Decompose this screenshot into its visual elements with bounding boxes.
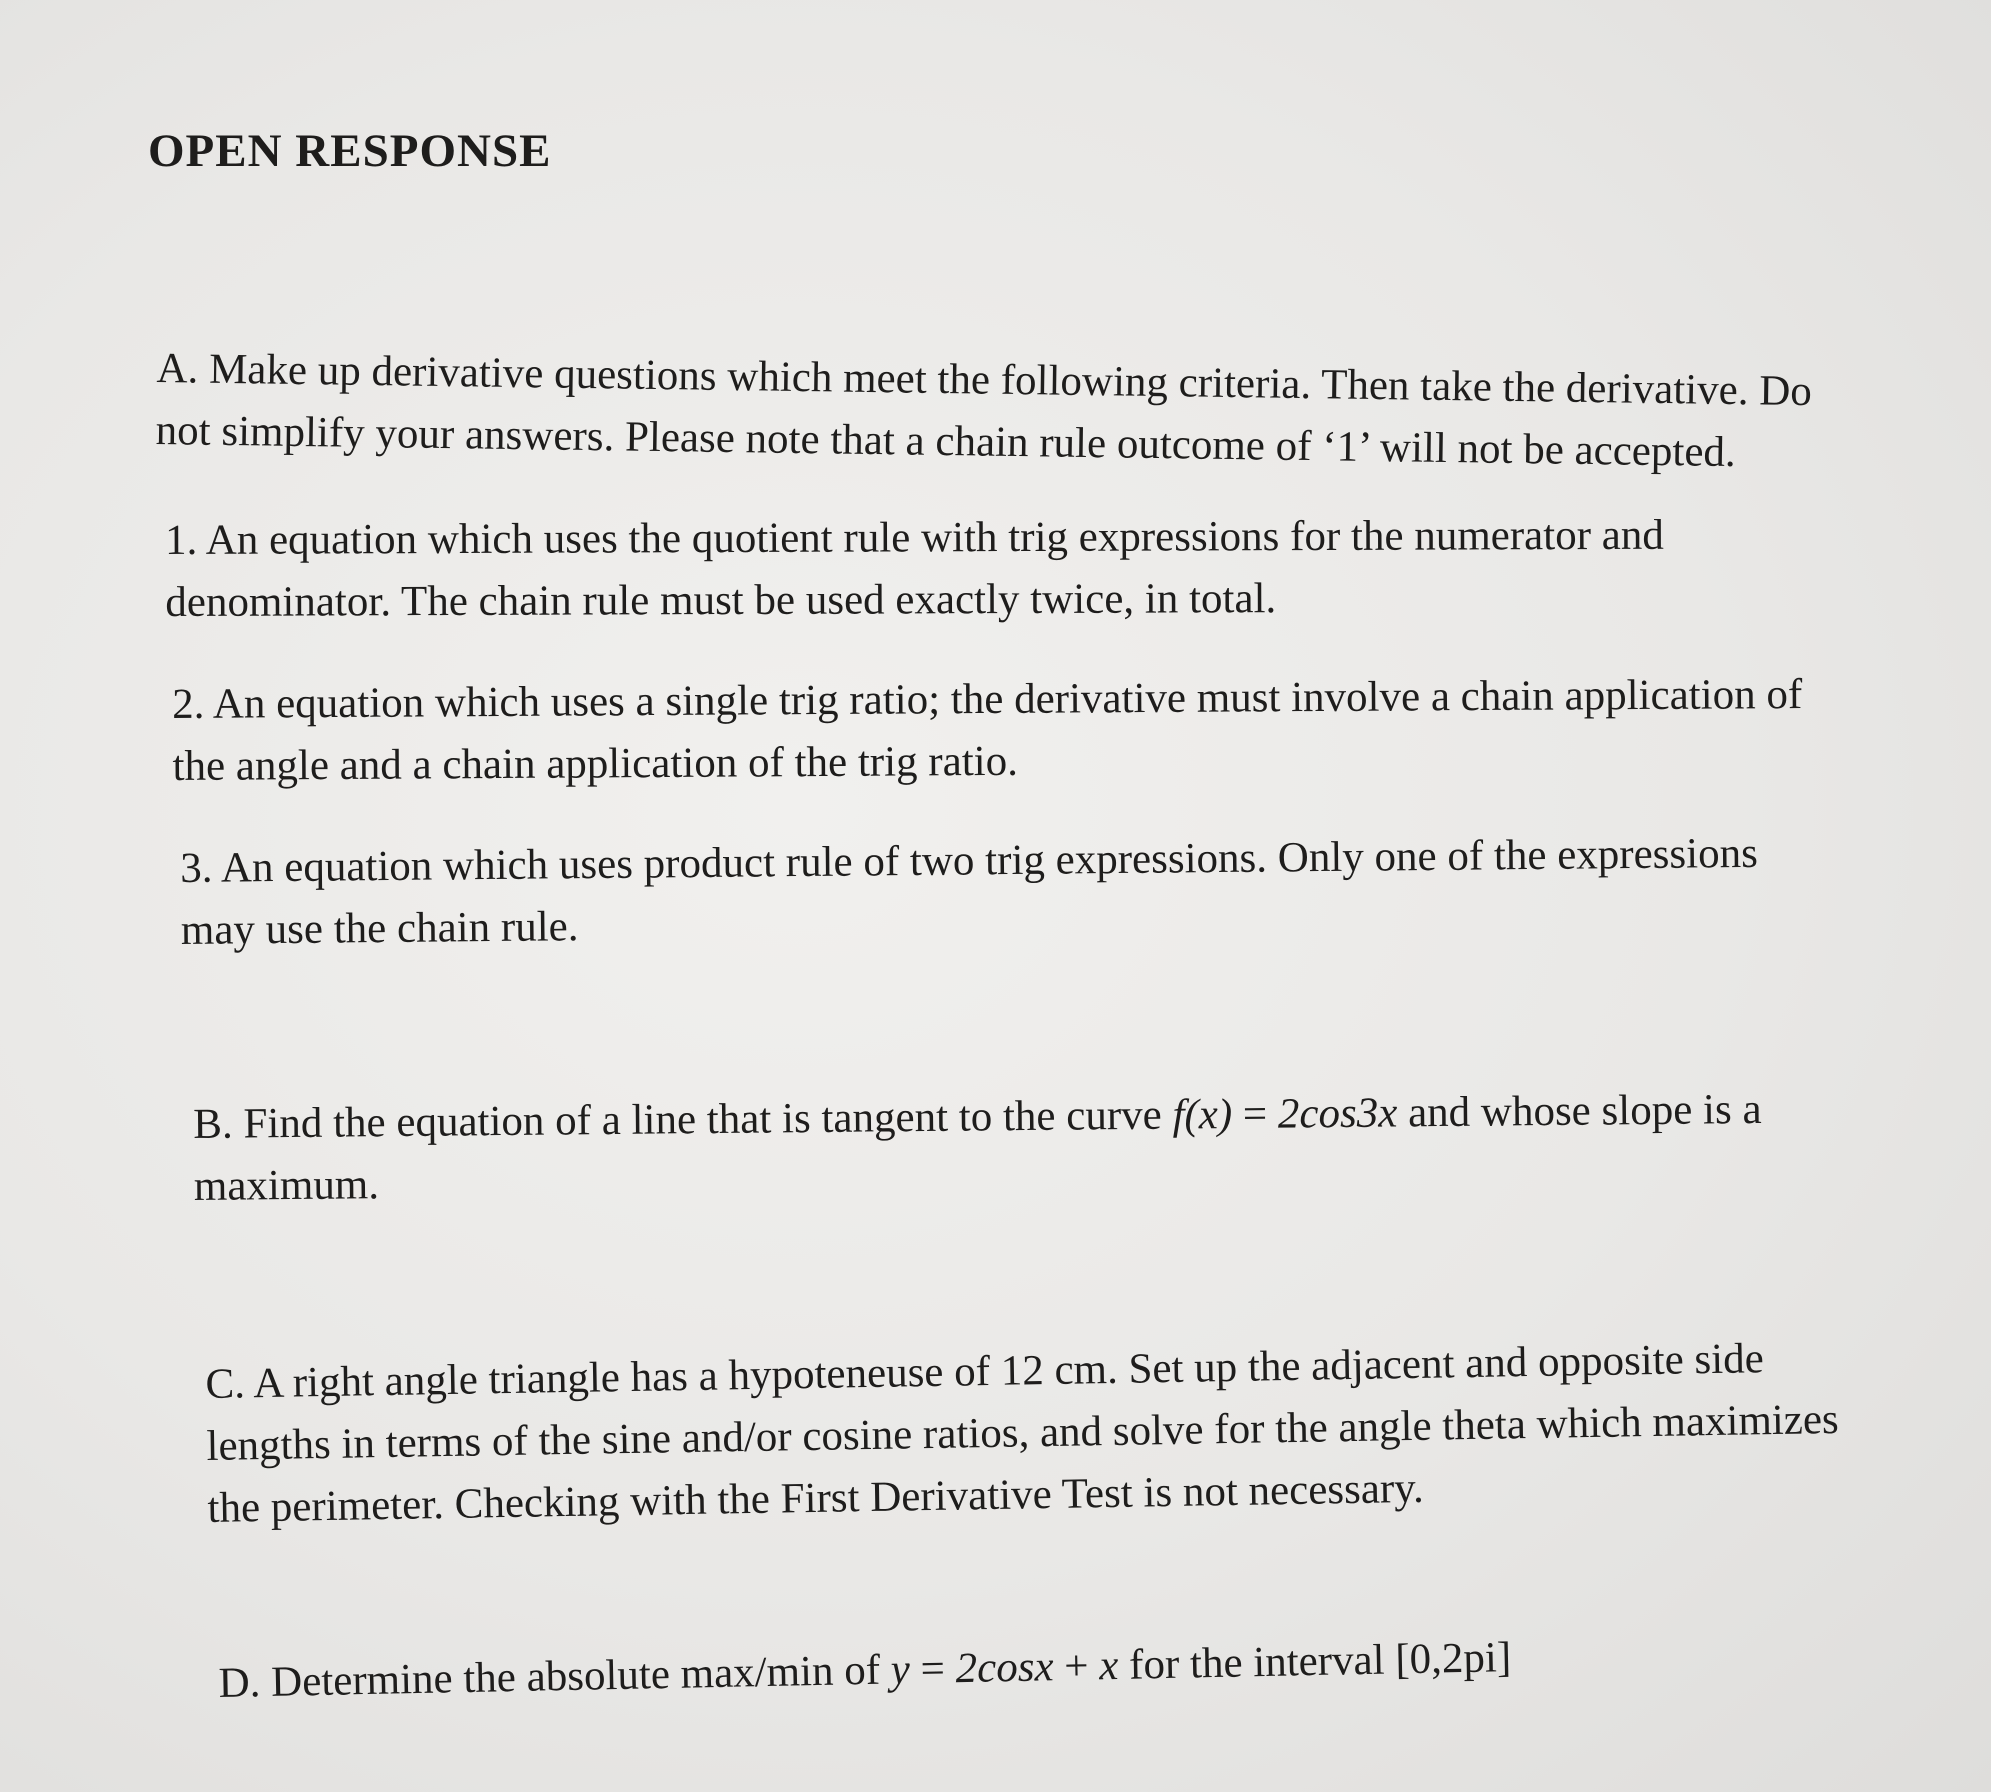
section-c [205, 1327, 1840, 1540]
section-d-math-y: y [890, 1646, 911, 1694]
section-b-text-before: Find the equation of a line that is tangent to the curve [243, 1091, 1162, 1148]
list-item-2-line-1 [172, 664, 1802, 736]
section-b-text-after: and whose slope is a [1407, 1085, 1762, 1137]
section-b-equals: = [1242, 1090, 1268, 1138]
list-item-3-text-1: An equation which uses product rule of two trig expressions. Only one of the expressions [220, 829, 1759, 892]
list-item-1-line-2: denominator. The chain rule must be used exactly twice, in total. [165, 575, 1277, 626]
list-item-3 [180, 823, 1759, 962]
list-item-1-marker: 1. [165, 516, 198, 564]
section-d-equals: = [920, 1645, 946, 1693]
list-item-2 [172, 664, 1803, 798]
list-item-1 [165, 505, 1664, 634]
list-item-3-line-2: may use the chain rule. [180, 903, 579, 954]
section-d-text-after: for the interval [0,2pi] [1128, 1634, 1512, 1689]
section-b-line-2: maximum. [193, 1161, 380, 1210]
section-d-math-expr: 2cosx [955, 1643, 1054, 1693]
list-item-1-line-1 [165, 505, 1664, 572]
section-d-line-1 [218, 1627, 1512, 1715]
section-a-marker: A. [156, 344, 199, 393]
section-a-line-2: not simplify your answers. Please note that a chain rule outcome of ‘1’ will not be accepted. [155, 406, 1737, 477]
section-a-text-1: Make up derivative questions which meet the following criteria. Then take the derivative. Do [208, 345, 1813, 416]
section-b-math-lhs: f(x) [1172, 1091, 1233, 1139]
section-d-text-before: Determine the absolute max/min of [270, 1646, 881, 1706]
page-title: OPEN RESPONSE [148, 125, 552, 177]
list-item-2-marker: 2. [172, 680, 205, 728]
section-b [193, 1079, 1762, 1218]
section-d [218, 1627, 1512, 1715]
section-a [155, 338, 1812, 485]
section-b-math-rhs: 2cos3x [1277, 1089, 1398, 1138]
list-item-3-marker: 3. [180, 844, 213, 892]
section-c-marker: C. [205, 1360, 246, 1408]
section-c-text-1: A right angle triangle has a hypoteneuse of 12 cm. Set up the adjacent and opposite side [252, 1335, 1765, 1408]
section-d-marker: D. [218, 1659, 261, 1707]
section-c-line-2: lengths in terms of the sine and/or cosine ratios, and solve for the angle theta which maximizes [206, 1395, 1840, 1470]
list-item-2-line-2: the angle and a chain application of the trig ratio. [172, 737, 1019, 790]
list-item-2-text-1: An equation which uses a single trig ratio; the derivative must involve a chain application of [212, 671, 1803, 728]
section-d-math-x: x [1098, 1641, 1119, 1690]
section-b-marker: B. [193, 1100, 233, 1148]
list-item-1-text-1: An equation which uses the quotient rule with trig expressions for the numerator and [205, 511, 1664, 564]
section-d-plus: + [1063, 1642, 1090, 1691]
section-c-line-3: the perimeter. Checking with the First Derivative Test is not necessary. [207, 1464, 1425, 1532]
